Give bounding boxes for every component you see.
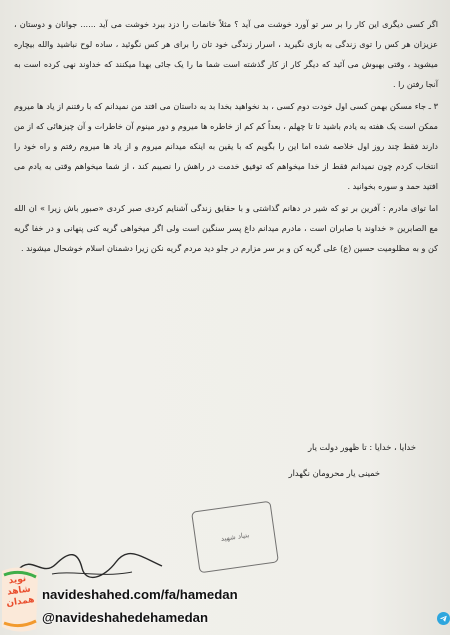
- closing-prayer-line: خمینی یار محرومان نگهدار: [288, 468, 380, 478]
- telegram-icon: [437, 612, 450, 625]
- letter-body: [14, 14, 438, 258]
- official-stamp: [191, 501, 279, 574]
- logo-text: نوید شاهد همدان: [5, 573, 36, 609]
- letter-paragraph: ۳ ـ جاء مسکن بهمن کسی اول خودت دوم کسی ، بد نخواهید بخدا بد به داستان می افتد من نمیدانم که با رفتنم از یاد ها میروم ممکن است یک هفته به یادم باشید تا تا چهلم ، بعداً کم کم از خاطره ها میروم و دور مینوم آن خاطرات و آن چیزهائی که از من دارند فقط چند روز اول خلاصه شده اما این را بگویم که با یقین به اینکه میدانم میروم و از یاد ها میروم رفتم و راه خود را انتخاب کردم چون نمیدانم فقط از خدا میخواهم که توفیق خدمت در راهش را نصیبم کند ، از شما میخواهم وقتی به یادم می افتید حمد و سوره بخوانید .: [14, 101, 438, 191]
- letter-paragraph: اما توای مادرم : آفرین بر تو که شیر در دهانم گذاشتی و با حقایق زندگی آشنایم کردی صبر کردی «صبور باش زیرا » ان الله مع الصابرین « خداوند با صابران است ، مادرم میدانم داغ پسر سنگین است ولی اگر میخواهی گریه کنی پنهانی و در خفا گریه کن و به مظلومیت حسین (ع) علی گریه کن و بر سر مزارم در جلو دید مردم گریه نکن زیرا دشمنان اسلام خوشحال میشوند .: [14, 203, 438, 253]
- letter-paragraph: اگر کسی دیگری این کار را بر سر تو آورد خوشت می آید ؟ مثلاً خانمات را دزد ببرد خوشت می آید ...... جوانان و دوستان ، عزیزان هر کس را توی زندگی به بازی نگیرید ، اسرار زندگی خود تان را برای هر کس نگوئید ، ساده لوح نباشید والله بیچاره میشوید ، وقتی بهبوش می آئید که دیگر کار از کار گذشته است شما ما را یک جائی بهدا میکنند که خداوند نهی کرده است به آنجا رفتن را .: [14, 19, 438, 89]
- telegram-handle-watermark: @navideshahedehamedan: [42, 610, 209, 625]
- closing-prayer-line: خدایا ، خدایا : تا ظهور دولت یار: [308, 442, 416, 452]
- website-watermark: navideshahed.com/fa/hamedan: [42, 587, 238, 602]
- stamp-text: بنیاد شهید: [220, 531, 250, 543]
